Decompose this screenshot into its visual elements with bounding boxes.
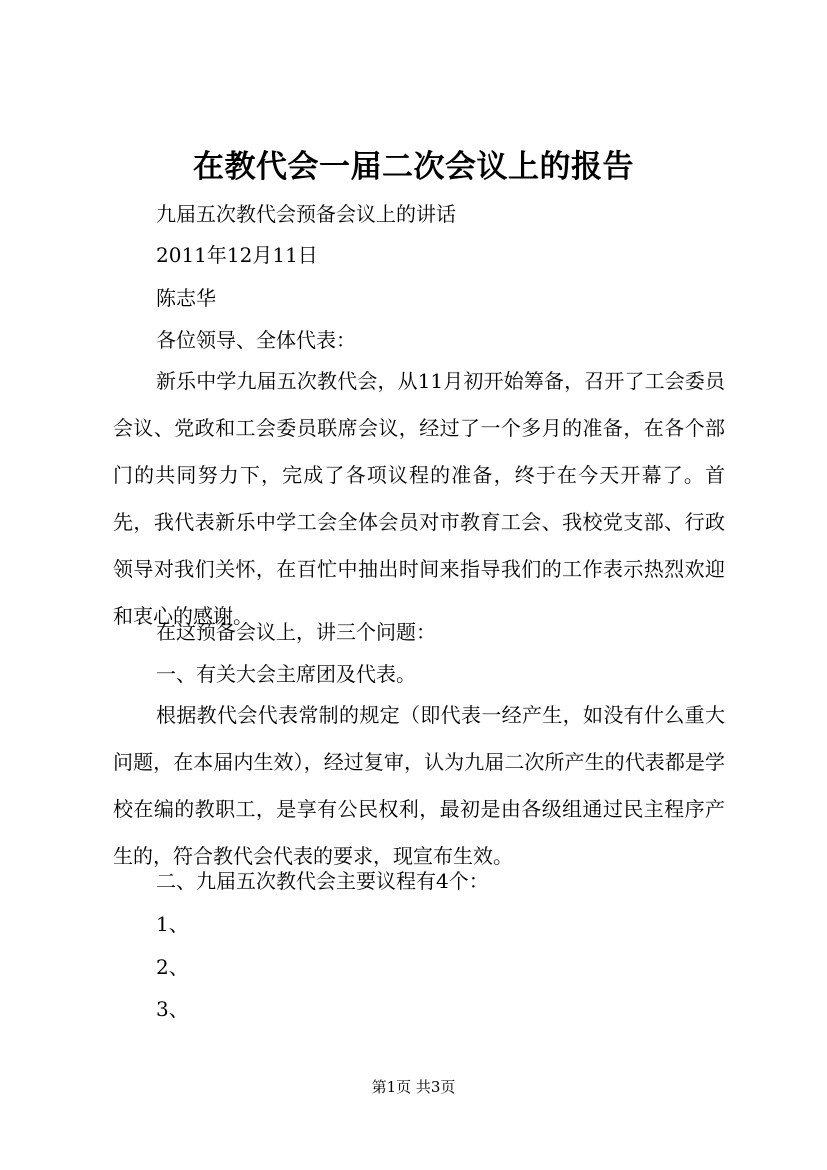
section-heading-2: 二、九届五次教代会主要议程有4个： bbox=[156, 869, 489, 893]
list-item: 2、 bbox=[156, 955, 189, 979]
list-item: 3、 bbox=[156, 997, 189, 1021]
paragraph-opening: 新乐中学九届五次教代会，从11月初开始筹备，召开了工会委员会议、党政和工会委员联席会议，经过了一个多月的准备，在各个部门的共同努力下，完成了各项议程的准备，终于在今天开幕了。首先，我代表新乐中学工会全体会员对市教育工会、我校党支部、行政领导对我们关怀，在百忙中抽出时间来指导我们的工作表示热烈欢迎和衷心的感谢。 bbox=[113, 369, 725, 628]
document-title: 在教代会一届二次会议上的报告 bbox=[193, 149, 634, 185]
list-item: 1、 bbox=[156, 912, 189, 936]
document-subtitle: 九届五次教代会预备会议上的讲话 bbox=[156, 202, 456, 226]
intro-line: 在这预备会议上，讲三个问题： bbox=[156, 620, 436, 644]
salutation: 各位领导、全体代表： bbox=[156, 328, 356, 352]
page-footer: 第1页 共3页 bbox=[371, 1078, 456, 1096]
paragraph-delegates: 根据教代会代表常制的规定（即代表一经产生，如没有什么重大问题，在本届内生效），经过复审，认为九届二次所产生的代表都是学校在编的教职工，是享有公民权利，最初是由各级组通过民主程序产生的，符合教代会代表的要求，现宣布生效。 bbox=[113, 703, 725, 868]
document-date: 2011年12月11日 bbox=[156, 243, 318, 267]
document-author: 陈志华 bbox=[156, 286, 216, 310]
section-heading-1: 一、有关大会主席团及代表。 bbox=[156, 662, 416, 686]
